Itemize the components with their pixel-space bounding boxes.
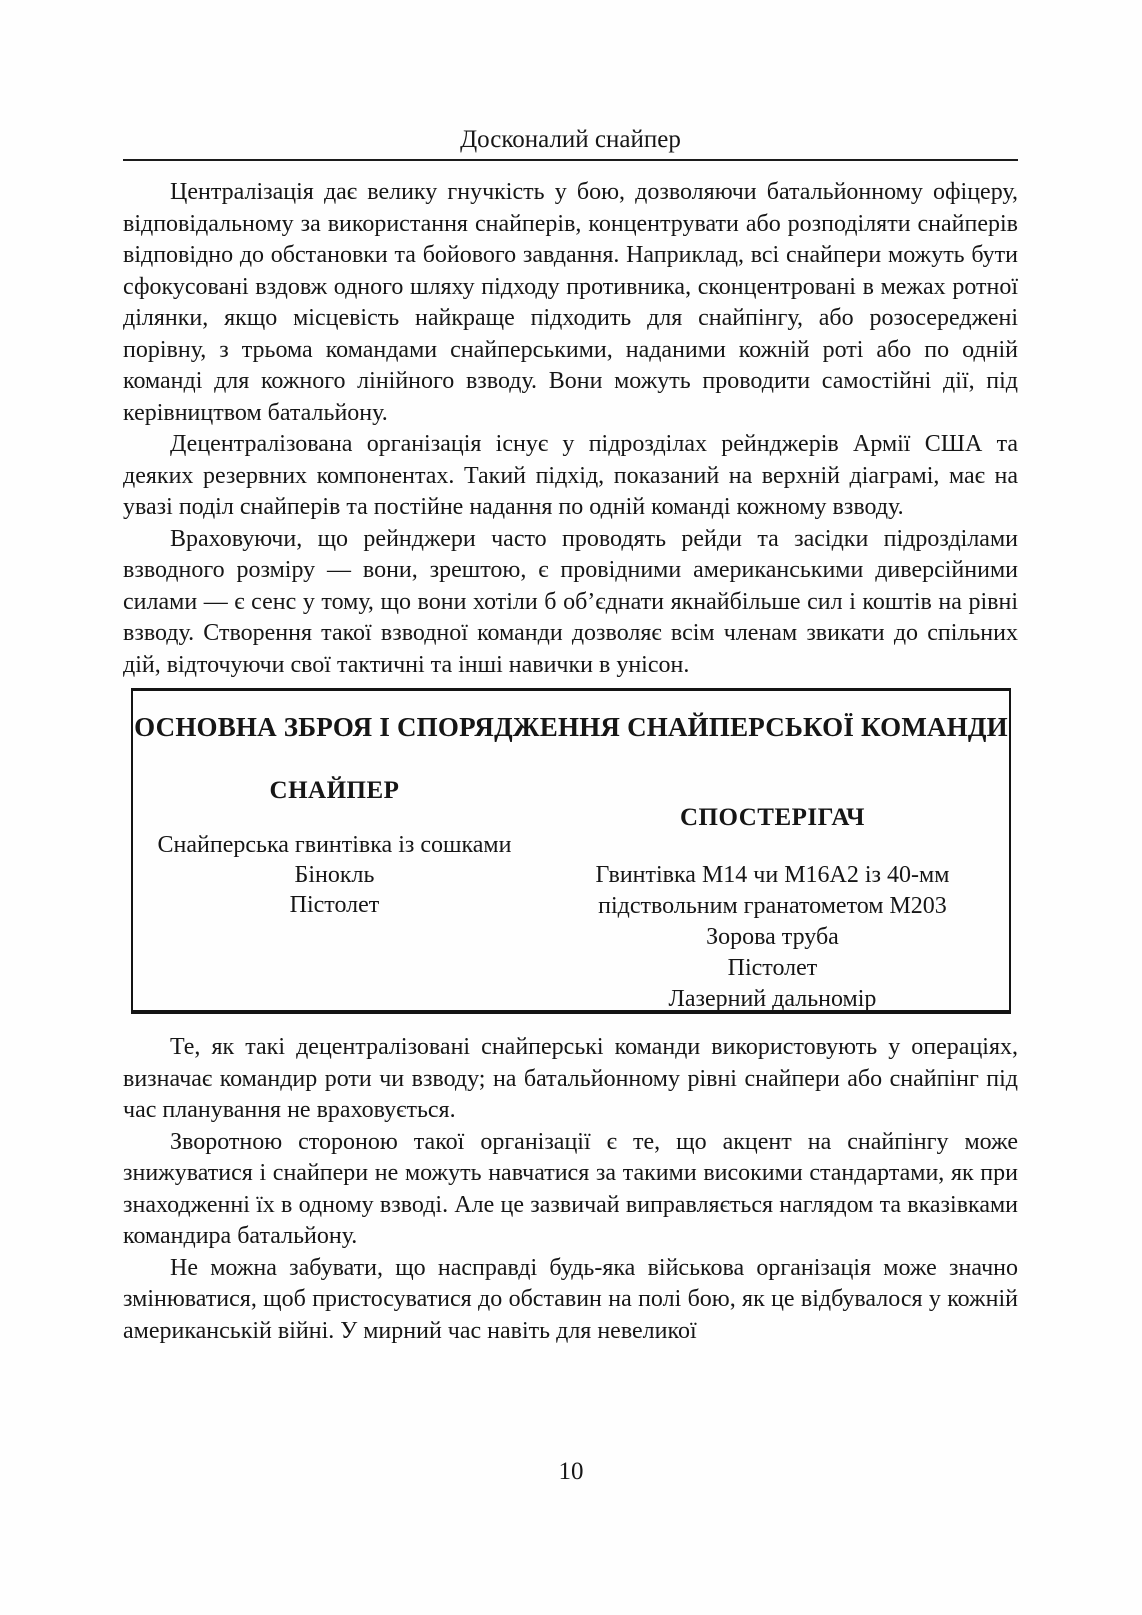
sniper-items xyxy=(133,830,536,920)
sniper-item-pistol: Пістолет xyxy=(289,892,380,918)
running-head-title: Досконалий снайпер xyxy=(460,126,681,153)
equipment-box-title: ОСНОВНА ЗБРОЯ І СПОРЯДЖЕННЯ СНАЙПЕРСЬКОЇ КОМАНДИ xyxy=(134,712,1008,742)
observer-item-rangefinder: Лазерний дальномір xyxy=(668,986,877,1012)
running-head xyxy=(123,0,1018,154)
observer-column-header: СПОСТЕРІГАЧ xyxy=(679,804,865,831)
page-number: 10 xyxy=(558,1458,584,1485)
sniper-item-binoculars: Бінокль xyxy=(294,862,375,888)
observer-item-pistol: Пістолет xyxy=(727,955,818,981)
sniper-column xyxy=(133,742,536,920)
paragraph-adaptation: Не можна забувати, що насправді будь-яка військова організація може значно змінюватися, щоб пристосуватися до обставин на полі бою, як це відбувалося у кожній американській війні. У мирний час навіть для невеликої xyxy=(123,1254,1018,1344)
paragraph-centralization: Централізація дає велику гнучкість у бою, дозволяючи батальйонному офіцеру, відповідальному за використання снайперів, концентрувати або розподіляти снайперів відповідно до обстановки та бойового завдання. Наприклад, всі снайпери можуть бути сфокусовані вздовж одного шляху підходу противника, сконцентровані в межах ротної ділянки, якщо місцевість найкраще підходить для снайпінгу, або розосереджені порівну, з трьома командами снайперськими, наданими кожній роті або по одній команді для кожного лінійного взводу. Вони можуть проводити самостійні дії, під керівництвом батальйону. xyxy=(123,179,1018,426)
page-content xyxy=(123,0,1018,1347)
body-text-top xyxy=(123,177,1018,681)
paragraph-usage: Те, як такі децентралізовані снайперські команди використовують у операціях, визначає командир роти чи взводу; на батальйонному рівні снайпери або снайпінг під час планування не враховується. xyxy=(123,1034,1018,1123)
observer-items xyxy=(536,860,1009,1015)
sniper-column-header: СНАЙПЕР xyxy=(269,777,400,804)
header-rule xyxy=(123,159,1018,161)
paragraph-rangers: Враховуючи, що рейнджери часто проводять рейди та засідки підрозділами взводного розміру — вони, зрештою, є провідними американськими диверсійними силами — є сенс у тому, що вони хотіли б об’єднати якнайбільше сил і коштів на рівні взводу. Створення такої взводної команди дозволяє всім членам звикати до спільних дій, відточуючи свої тактичні та інші навички в унісон. xyxy=(123,525,1018,678)
equipment-box xyxy=(131,688,1011,1014)
observer-item-spotting-scope: Зорова труба xyxy=(706,924,839,950)
observer-item-rifle: Гвинтівка М14 чи М16А2 із 40-мм підствольним гранатометом М203 xyxy=(595,862,950,919)
sniper-item-rifle: Снайперська гвинтівка із сошками xyxy=(157,832,512,858)
paragraph-decentralized-org: Децентралізована організація існує у підрозділах рейнджерів Армії США та деяких резервних компонентах. Такий підхід, показаний на верхній діаграмі, має на увазі поділ снайперів та постійне надання по одній команді кожному взводу. xyxy=(123,431,1018,520)
observer-column xyxy=(536,742,1009,1015)
paragraph-downside: Зворотною стороною такої організації є те, що акцент на снайпінгу може знижуватися і снайпери не можуть навчатися за такими високими стандартами, як при знаходженні їх в одному взводі. Але це зазвичай виправляється наглядом та вказівками командира батальйону. xyxy=(123,1128,1018,1249)
equipment-columns xyxy=(133,742,1009,1015)
body-text-bottom xyxy=(123,1032,1018,1347)
